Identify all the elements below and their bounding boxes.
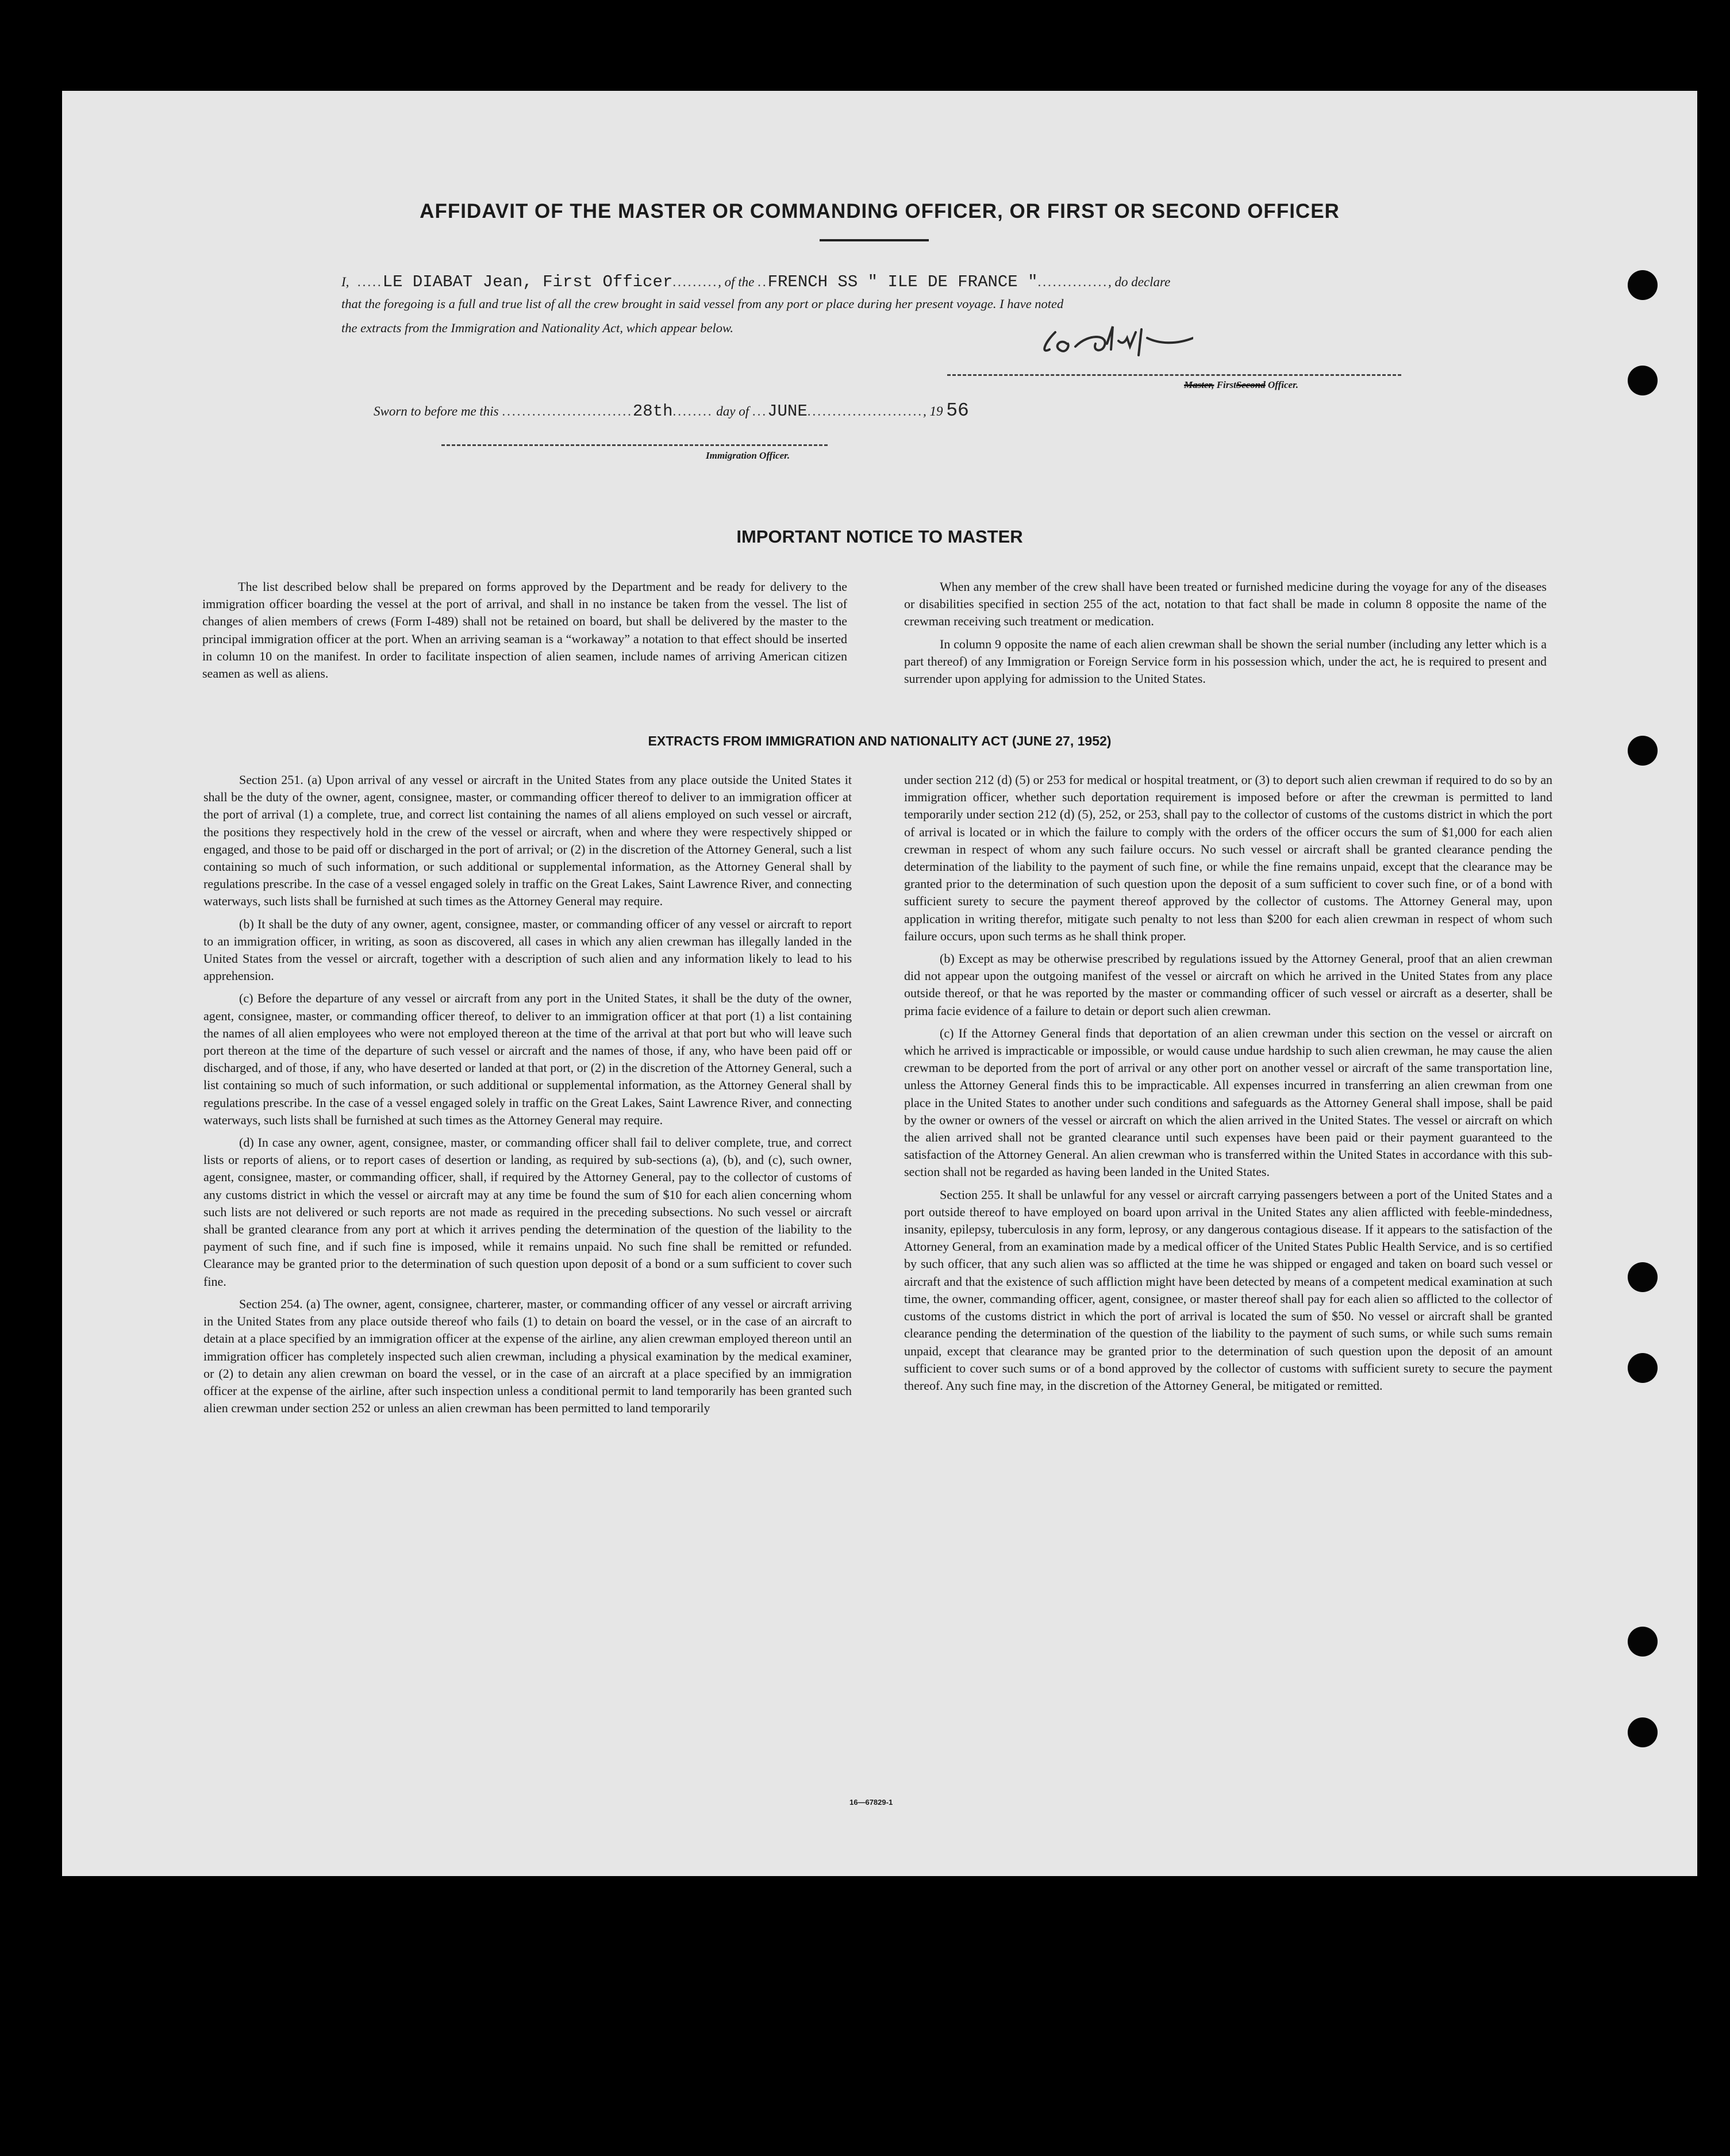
punch-hole <box>1628 366 1658 395</box>
sworn-day-field[interactable]: 28th <box>632 402 673 421</box>
punch-hole <box>1628 736 1658 766</box>
declaration-line: I, .....LE DIABAT Jean, First Officer........., of the ..FRENCH SS " ILE DE FRANCE ".............., do declare <box>341 272 1171 291</box>
document-sheet <box>62 91 1697 1876</box>
affidavit-title: AFFIDAVIT OF THE MASTER OR COMMANDING OFFICER, OR FIRST OR SECOND OFFICER <box>420 200 1340 222</box>
title-underline <box>820 239 929 241</box>
punch-hole <box>1628 1262 1658 1292</box>
section-251-b: (b) It shall be the duty of any owner, agent, consignee, master, or commanding officer of any vessel or aircraft to report to an immigration officer, in writing, as soon as discovered, all cases in which any alien crewman has illegally landed in the United States from the vessel or aircraft, together with a description of such alien and any information likely to lead to his apprehension. <box>203 916 852 983</box>
section-251-d: (d) In case any owner, agent, consignee, master, or commanding officer shall fail to deliver complete, true, and correct lists or reports of aliens, or to report cases of desertion or landing, as required by sub-sections (a), (b), and (c), such owner, agent, consignee, master, or commanding officer, shall, if required by the Attorney General, pay to the collector of customs of any customs district in which the vessel or aircraft may at any time be found the sum of $10 for each alien concerning whom such lists are not delivered or such reports are not made as required in the preceding subsections. No such vessel or aircraft shall be granted clearance from any port at which it arrives pending the determination of the question of the liability to the payment of such fine, and if such fine is imposed, while it remains unpaid. No such fine shall be remitted or refunded. Clearance may be granted prior to the determination of such question upon deposit of a bond or a sum sufficient to cover such fine. <box>203 1135 852 1289</box>
section-251-a: Section 251. (a) Upon arrival of any vessel or aircraft in the United States from any place outside the United States it shall be the duty of the owner, agent, consignee, master, or commanding officer thereof to deliver to an immigration officer at the port of arrival (1) a complete, true, and correct list containing the names of all aliens employed on such vessel or aircraft, the positions they respectively hold in the crew of the vessel or aircraft, when and where they were respectively shipped or engaged, and those to be paid off or discharged in the port of arrival; or (2) in the discretion of the Attorney General, such a list containing so much of such information, or such additional or supplemental information, as the Attorney General shall by regulations prescribe. In the case of a vessel engaged solely in traffic on the Great Lakes, Saint Lawrence River, and connecting waterways, such lists shall be furnished at such times as the Attorney General may require. <box>203 773 852 909</box>
day-of-label: day of <box>716 404 749 418</box>
immigration-officer-line <box>441 444 828 446</box>
of-the-label: , of the <box>718 275 755 289</box>
notice-right-paragraph-1: When any member of the crew shall have been treated or furnished medicine during the voyage for any of the diseases or disabilities specified in section 255 of the act, notation to that fact shall be made in column 8 opposite the name of the crewman receiving such treatment or medication. <box>904 579 1547 629</box>
sworn-year-field[interactable]: 56 <box>946 400 969 421</box>
officer-name-field[interactable]: LE DIABAT Jean, First Officer <box>382 272 673 291</box>
vessel-name-field[interactable]: FRENCH SS " ILE DE FRANCE " <box>767 272 1038 291</box>
officer-signature <box>1032 321 1193 361</box>
notice-left-column <box>202 578 847 687</box>
year-prefix: , 19 <box>923 404 943 418</box>
form-code: 16—67829-1 <box>849 1798 893 1807</box>
signature-line <box>947 374 1401 376</box>
extracts-right-column <box>904 771 1552 1400</box>
section-254-a: Section 254. (a) The owner, agent, consignee, charterer, master, or commanding officer of any vessel or aircraft arriving in the United States from any place outside thereof who fails (1) to detain on board the vessel, or in the case of an aircraft to detain at a place specified by an immigration officer at the expense of the airline, any alien crewman employed thereon until an immigration officer has completely inspected such alien crewman, including a physical examination by the medical examiner, or (2) to detain any alien crewman on board the vessel, or in the case of an aircraft at a place specified by an immigration officer at the expense of the airline, after such inspection unless a conditional permit to land temporarily has been granted such alien crewman under section 252 or unless an alien crewman has been permitted to land temporarily <box>203 1296 852 1416</box>
notice-right-column <box>904 578 1547 693</box>
sworn-label: Sworn to before me this <box>374 404 499 418</box>
punch-hole <box>1628 1353 1658 1383</box>
notice-right-paragraph-2: In column 9 opposite the name of each alien crewman shall be shown the serial number (including any letter which is a part thereof) of any Immigration or Foreign Service form in his possession which, under the act, he is required to present and surrender upon applying for admission to the United States. <box>904 636 1547 686</box>
punch-hole <box>1628 1627 1658 1657</box>
section-254-a-continued: under section 212 (d) (5) or 253 for medical or hospital treatment, or (3) to deport such alien crewman if required to do so by an immigration officer, whether such deportation requirement is imposed before or after the crewman is permitted to land temporarily under section 212 (d) (5), 252, or 253, shall pay to the collector of customs of the customs district in which the port of arrival is located or in which the failure to comply with the orders of the officer occurs the sum of $1,000 for each alien crewman in respect of whom any such failure occurs. No such vessel or aircraft shall be granted clearance pending the determination of the liability to the payment of such fine, or while the fine remains unpaid, except that the clearance may be granted prior to the determination of such question upon the deposit of a sum sufficient to cover such fine, or of a bond with sufficient surety to secure the payment thereof approved by the collector of customs. The Attorney General may, upon application in writing therefor, mitigate such penalty to not less than $200 for each alien crewman in respect of whom such failure occurs, upon such terms as he shall think proper. <box>904 773 1552 943</box>
statement-line-2: the extracts from the Immigration and Nationality Act, which appear below. <box>341 321 734 335</box>
punch-hole <box>1628 270 1658 300</box>
punch-hole <box>1628 1717 1658 1747</box>
signer-title: Master, FirstSecond Officer. <box>1184 379 1299 390</box>
sworn-month-field[interactable]: JUNE <box>767 402 808 421</box>
extracts-title: EXTRACTS FROM IMMIGRATION AND NATIONALITY ACT (JUNE 27, 1952) <box>648 733 1112 748</box>
immigration-officer-label: Immigration Officer. <box>706 450 790 461</box>
statement-line-1: that the foregoing is a full and true list of all the crew brought in said vessel from any port or place during her present voyage. I have noted <box>341 297 1064 311</box>
section-254-c: (c) If the Attorney General finds that deportation of an alien crewman under this section on the vessel or aircraft on which he arrived is impracticable or impossible, or would cause undue hardship to such alien crewman, he may cause the alien crewman to be deported from the port of arrival or any other port on another vessel or aircraft of the same transportation line, unless the Attorney General finds this to be impracticable. All expenses incurred in transferring an alien crewman from one place in the United States to another under such conditions and safeguards as the Attorney General shall impose, shall be paid by the owner or owners of the vessel or aircraft on which the alien arrived in the United States. The vessel or aircraft on which the alien arrived shall not be granted clearance until such expenses have been paid or their payment guaranteed to the satisfaction of the Attorney General. An alien crewman who is transferred within the United States in accordance with this sub-section shall not be regarded as having been landed in the United States. <box>904 1025 1552 1179</box>
section-251-c: (c) Before the departure of any vessel or aircraft from any port in the United States, it shall be the duty of the owner, agent, consignee, master, or commanding officer thereof, to deliver to an immigration officer at that port (1) a list containing the names of all alien employees who were not employed thereon at the time of the arrival at that port but who will leave such port thereon at the time of the departure of such vessel or aircraft and the names of those, if any, who have been paid off or discharged, and of those, if any, who have deserted or landed at that port, or (2) in the discretion of the Attorney General, such a list containing so much of such information, or such additional or supplemental information, as the Attorney General shall by regulations prescribe. In the case of a vessel engaged solely in traffic on the Great Lakes, Saint Lawrence River, and connecting waterways, such lists shall be furnished at such times as the Attorney General may require. <box>203 991 852 1127</box>
sworn-line: Sworn to before me this ..........................28th........ day of ...JUNE......................., 19 56 <box>374 400 969 421</box>
declare-label: , do declare <box>1108 275 1171 289</box>
notice-title: IMPORTANT NOTICE TO MASTER <box>736 526 1023 547</box>
extracts-left-column <box>203 771 852 1422</box>
section-254-b: (b) Except as may be otherwise prescribed by regulations issued by the Attorney General, proof that an alien crewman did not appear upon the outgoing manifest of the vessel or aircraft on which he arrived in the United States from any place outside thereof, or that he was reported by the master or commanding officer of such vessel or aircraft as a deserter, shall be prima facie evidence of a failure to detain or deport such alien crewman. <box>904 951 1552 1018</box>
notice-left-paragraph: The list described below shall be prepared on forms approved by the Department and be ready for delivery to the immigration officer boarding the vessel at the port of arrival, and shall in no instance be taken from the vessel. The list of changes of alien members of crews (Form I-489) shall not be retained on board, but shall be delivered by the master to the principal immigration officer at the port. When an arriving seaman is a “workaway” a notation to that effect should be inserted in column 10 on the manifest. In order to facilitate inspection of alien seamen, include names of arriving American citizen seamen as well as aliens. <box>202 579 847 681</box>
section-255: Section 255. It shall be unlawful for any vessel or aircraft carrying passengers between a port of the United States and a port outside thereof to have employed on board upon arrival in the United States any alien afflicted with feeble-mindedness, insanity, epilepsy, tuberculosis in any form, leprosy, or any dangerous contagious disease. If it appears to the satisfaction of the Attorney General, from an examination made by a medical officer of the United States Public Health Service, and is so certified by such officer, that any such alien was so afflicted at the time he was shipped or engaged and taken on board such vessel or aircraft and that the existence of such affliction might have been detected by means of a competent medical examination at such time, the owner, commanding officer, agent, consignee, or master thereof shall pay for each alien so afflicted to the collector of customs of the customs district in which the port of arrival is located the sum of $50. No vessel or aircraft shall be granted clearance pending the determination of the question of the liability to the payment of such sums, or while such sums remain unpaid, except that clearance may be granted prior to the determination of such question upon the deposit of an amount sufficient to cover such sums or of a bond approved by the collector of customs with sufficient surety to secure the payment thereof. Any such fine may, in the discretion of the Attorney General, be mitigated or remitted. <box>904 1187 1552 1393</box>
i-label: I, <box>341 275 349 289</box>
